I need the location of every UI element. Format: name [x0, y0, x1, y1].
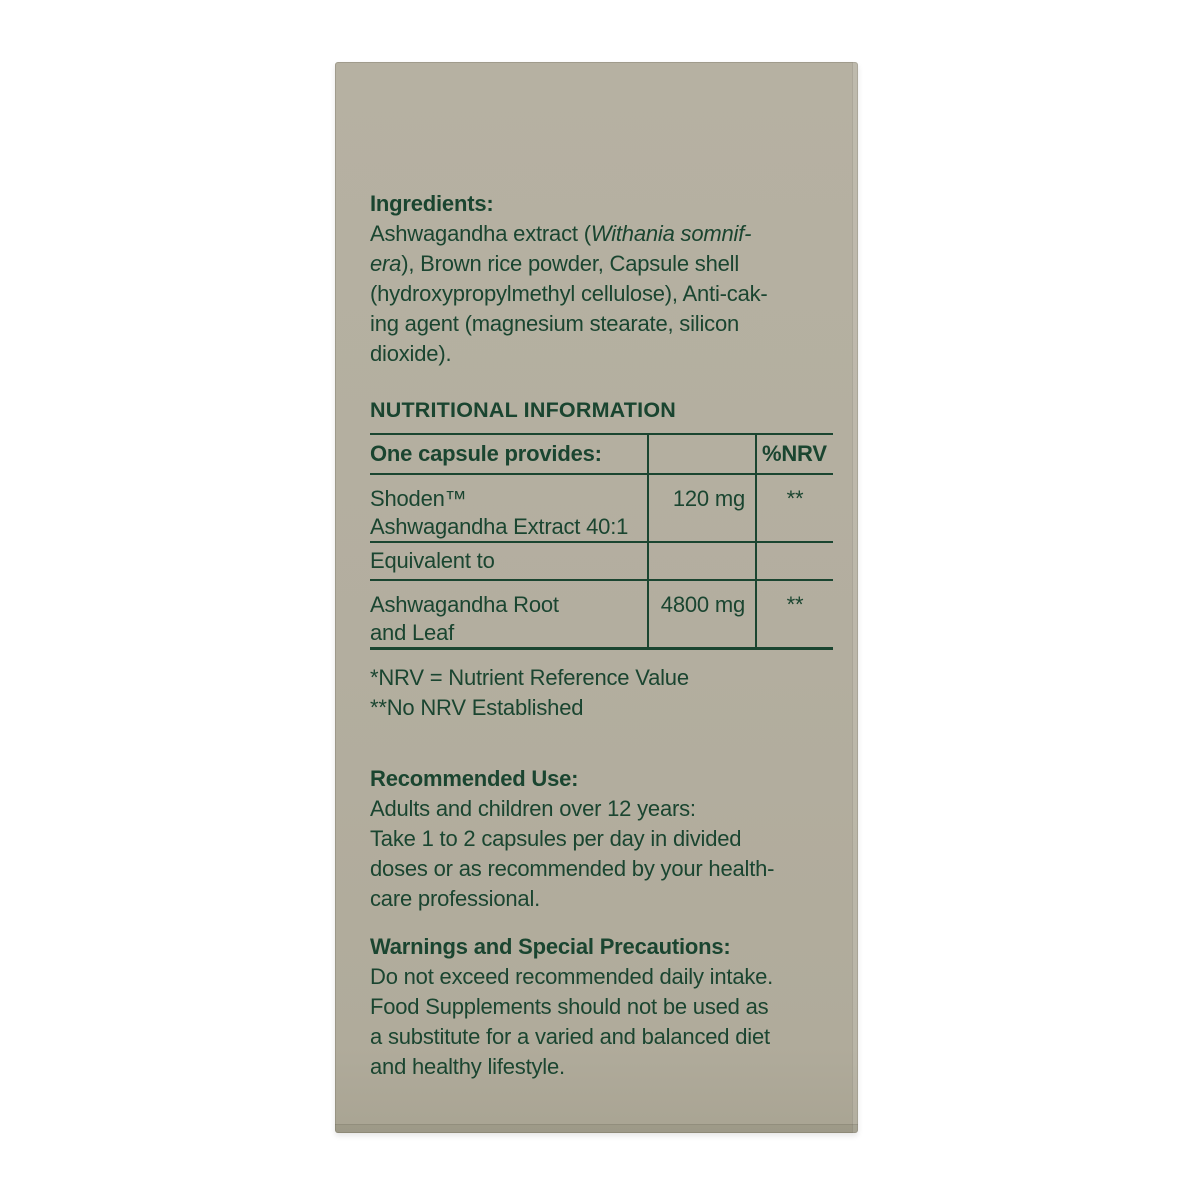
warnings-heading: Warnings and Special Precautions: [370, 934, 731, 959]
cell-name-line: Shoden™ [370, 486, 467, 511]
ingredients-heading: Ingredients: [370, 191, 494, 216]
text-line: **No NRV Established [370, 695, 584, 720]
cell-nrv: ** [756, 580, 833, 649]
text-segment: (hydroxypropylmethyl cellulose), Anti-cak- [370, 281, 768, 306]
ingredients-text [370, 219, 840, 369]
cell-name: Equivalent to [370, 542, 648, 580]
text-line: doses or as recommended by your health- [370, 856, 775, 881]
text-line: Do not exceed recommended daily intake. [370, 964, 774, 989]
label-content [335, 62, 858, 1133]
text-line [370, 309, 840, 339]
table-row-ashwagandha-root [370, 580, 833, 649]
text-line: care professional. [370, 886, 541, 911]
cell-name-line: Ashwagandha Extract 40:1 [370, 514, 629, 539]
nutrition-table-header-row [370, 434, 833, 474]
cell-amount: 120 mg [648, 474, 756, 542]
text-line [370, 279, 840, 309]
cell-name-line: Ashwagandha Root [370, 592, 559, 617]
nutritional-information-title: NUTRITIONAL INFORMATION [370, 398, 676, 422]
header-cell-nrv: %NRV [756, 434, 833, 474]
text-line: a substitute for a varied and balanced diet [370, 1024, 770, 1049]
text-line [370, 219, 840, 249]
cell-amount: 4800 mg [648, 580, 756, 649]
text-line: Take 1 to 2 capsules per day in divided [370, 826, 742, 851]
text-segment: ing agent (magnesium stearate, silicon [370, 311, 740, 336]
header-cell-amount [648, 434, 756, 474]
latin-name-italic: Withania somnif- [590, 221, 752, 246]
text-segment: ), Brown rice powder, Capsule shell [401, 251, 740, 276]
text-line: Food Supplements should not be used as [370, 994, 769, 1019]
recommended-use-section [370, 764, 850, 914]
text-line [370, 249, 840, 279]
cell-name [370, 580, 648, 649]
recommended-use-text [370, 794, 850, 914]
recommended-use-heading: Recommended Use: [370, 766, 579, 791]
cell-amount [648, 542, 756, 580]
text-segment: dioxide). [370, 341, 452, 366]
cell-name [370, 474, 648, 542]
cell-nrv: ** [756, 474, 833, 542]
text-line [370, 339, 840, 369]
latin-name-italic: era [370, 251, 402, 276]
header-cell-provides: One capsule provides: [370, 434, 648, 474]
table-row-equivalent [370, 542, 833, 580]
text-line: and healthy lifestyle. [370, 1054, 565, 1079]
text-line: *NRV = Nutrient Reference Value [370, 665, 689, 690]
warnings-section [370, 932, 850, 1082]
cell-name-line: and Leaf [370, 620, 455, 645]
cell-nrv [756, 542, 833, 580]
nrv-footnotes [370, 663, 689, 723]
warnings-text [370, 962, 850, 1082]
table-row-shoden [370, 474, 833, 542]
nutrition-table [370, 433, 833, 650]
supplement-box-back-panel [335, 62, 858, 1133]
text-segment: Ashwagandha extract ( [370, 221, 591, 246]
text-line: Adults and children over 12 years: [370, 796, 696, 821]
ingredients-section [370, 189, 840, 369]
